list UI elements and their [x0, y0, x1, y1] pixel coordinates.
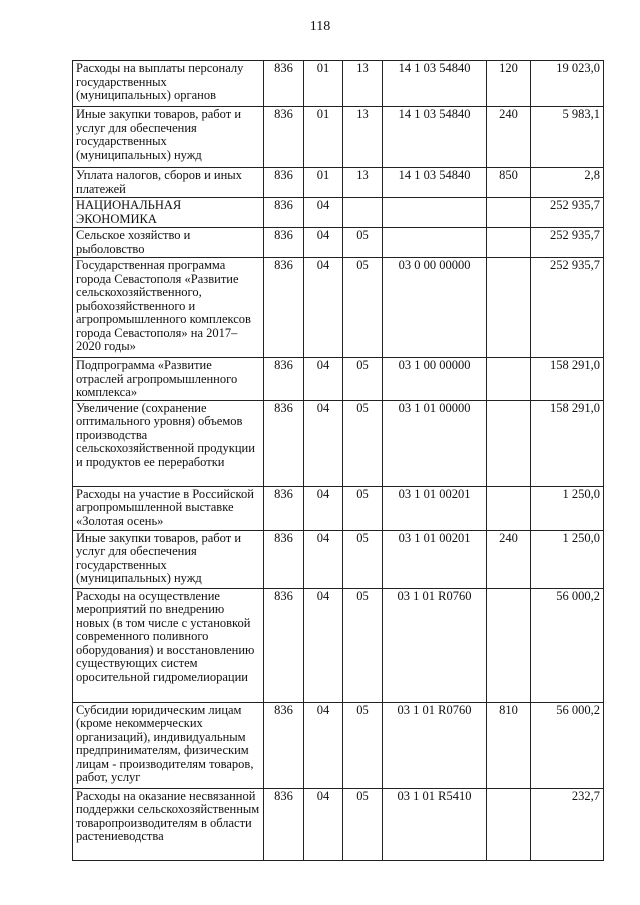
- target-article-cell: 03 1 01 R0760: [383, 588, 487, 702]
- department-code-cell: 836: [264, 400, 304, 486]
- table-row: [73, 530, 604, 588]
- expense-name-cell: Расходы на осуществление мероприятий по внедрению новых (в том числе с установкой современного поливного оборудования) и восстановлению существующих систем оросительной гидромелиорации: [73, 588, 264, 702]
- department-code-cell: 836: [264, 702, 304, 788]
- department-code-cell: 836: [264, 530, 304, 588]
- department-code-cell: 836: [264, 198, 304, 228]
- section-code-cell: 04: [304, 258, 343, 358]
- subsection-code-cell: 05: [343, 486, 383, 530]
- subsection-code-cell: 05: [343, 530, 383, 588]
- department-code-cell: 836: [264, 486, 304, 530]
- table-row: [73, 702, 604, 788]
- expense-type-cell: [487, 788, 531, 860]
- section-code-cell: 04: [304, 486, 343, 530]
- subsection-code-cell: 05: [343, 702, 383, 788]
- expense-type-cell: 240: [487, 530, 531, 588]
- table-row: [73, 788, 604, 860]
- target-article-cell: [383, 228, 487, 258]
- target-article-cell: 03 1 01 00000: [383, 400, 487, 486]
- page-number: 118: [309, 19, 331, 34]
- table-row: [73, 198, 604, 228]
- expense-name-cell: Расходы на участие в Российской агропромышленной выставке «Золотая осень»: [73, 486, 264, 530]
- expense-type-cell: 240: [487, 107, 531, 168]
- table-row: [73, 61, 604, 107]
- expense-type-cell: 850: [487, 168, 531, 198]
- section-code-cell: 04: [304, 358, 343, 401]
- section-code-cell: 01: [304, 168, 343, 198]
- table-row: [73, 107, 604, 168]
- expense-type-cell: 810: [487, 702, 531, 788]
- section-code-cell: 04: [304, 588, 343, 702]
- expense-type-cell: [487, 228, 531, 258]
- subsection-code-cell: 05: [343, 228, 383, 258]
- expense-type-cell: [487, 588, 531, 702]
- target-article-cell: 03 1 01 00201: [383, 530, 487, 588]
- subsection-code-cell: 05: [343, 400, 383, 486]
- expense-name-cell: НАЦИОНАЛЬНАЯ ЭКОНОМИКА: [73, 198, 264, 228]
- target-article-cell: 14 1 03 54840: [383, 168, 487, 198]
- amount-cell: 19 023,0: [531, 61, 604, 107]
- amount-cell: 56 000,2: [531, 588, 604, 702]
- budget-table: [72, 60, 604, 861]
- subsection-code-cell: 13: [343, 168, 383, 198]
- expense-name-cell: Уплата налогов, сборов и иных платежей: [73, 168, 264, 198]
- amount-cell: 1 250,0: [531, 486, 604, 530]
- section-code-cell: 04: [304, 702, 343, 788]
- target-article-cell: [383, 198, 487, 228]
- budget-table-body: [73, 61, 604, 861]
- section-code-cell: 04: [304, 228, 343, 258]
- expense-name-cell: Субсидии юридическим лицам (кроме некоммерческих организаций), индивидуальным предпринимателям, физическим лицам - производителям товаров, работ, услуг: [73, 702, 264, 788]
- subsection-code-cell: 05: [343, 358, 383, 401]
- amount-cell: 2,8: [531, 168, 604, 198]
- section-code-cell: 04: [304, 400, 343, 486]
- subsection-code-cell: 05: [343, 788, 383, 860]
- table-row: [73, 358, 604, 401]
- department-code-cell: 836: [264, 258, 304, 358]
- expense-name-cell: Иные закупки товаров, работ и услуг для обеспечения государственных (муниципальных) нужд: [73, 107, 264, 168]
- amount-cell: 158 291,0: [531, 358, 604, 401]
- amount-cell: 252 935,7: [531, 228, 604, 258]
- table-row: [73, 228, 604, 258]
- expense-name-cell: Государственная программа города Севастополя «Развитие сельскохозяйственного, рыбохозяйственного и агропромышленного комплексов города Севастополя» на 2017–2020 годы»: [73, 258, 264, 358]
- target-article-cell: 03 1 01 R5410: [383, 788, 487, 860]
- target-article-cell: 14 1 03 54840: [383, 107, 487, 168]
- expense-type-cell: [487, 400, 531, 486]
- department-code-cell: 836: [264, 107, 304, 168]
- department-code-cell: 836: [264, 228, 304, 258]
- amount-cell: 5 983,1: [531, 107, 604, 168]
- amount-cell: 158 291,0: [531, 400, 604, 486]
- expense-name-cell: Подпрограмма «Развитие отраслей агропромышленного комплекса»: [73, 358, 264, 401]
- expense-name-cell: Расходы на оказание несвязанной поддержки сельскохозяйственным товаропроизводителям в области растениеводства: [73, 788, 264, 860]
- section-code-cell: 01: [304, 107, 343, 168]
- amount-cell: 1 250,0: [531, 530, 604, 588]
- section-code-cell: 04: [304, 530, 343, 588]
- subsection-code-cell: 05: [343, 588, 383, 702]
- department-code-cell: 836: [264, 168, 304, 198]
- expense-type-cell: [487, 486, 531, 530]
- subsection-code-cell: 13: [343, 107, 383, 168]
- table-row: [73, 588, 604, 702]
- expense-name-cell: Сельское хозяйство и рыболовство: [73, 228, 264, 258]
- expense-name-cell: Увеличение (сохранение оптимального уровня) объемов производства сельскохозяйственной продукции и продуктов ее переработки: [73, 400, 264, 486]
- department-code-cell: 836: [264, 358, 304, 401]
- expense-name-cell: Иные закупки товаров, работ и услуг для обеспечения государственных (муниципальных) нужд: [73, 530, 264, 588]
- target-article-cell: 14 1 03 54840: [383, 61, 487, 107]
- target-article-cell: 03 0 00 00000: [383, 258, 487, 358]
- table-row: [73, 486, 604, 530]
- section-code-cell: 01: [304, 61, 343, 107]
- table-row: [73, 400, 604, 486]
- expense-type-cell: [487, 198, 531, 228]
- department-code-cell: 836: [264, 61, 304, 107]
- department-code-cell: 836: [264, 788, 304, 860]
- table-row: [73, 168, 604, 198]
- subsection-code-cell: 05: [343, 258, 383, 358]
- amount-cell: 252 935,7: [531, 198, 604, 228]
- amount-cell: 252 935,7: [531, 258, 604, 358]
- subsection-code-cell: 13: [343, 61, 383, 107]
- amount-cell: 232,7: [531, 788, 604, 860]
- expense-type-cell: [487, 258, 531, 358]
- section-code-cell: 04: [304, 788, 343, 860]
- expense-name-cell: Расходы на выплаты персоналу государственных (муниципальных) органов: [73, 61, 264, 107]
- expense-type-cell: 120: [487, 61, 531, 107]
- amount-cell: 56 000,2: [531, 702, 604, 788]
- table-row: [73, 258, 604, 358]
- subsection-code-cell: [343, 198, 383, 228]
- section-code-cell: 04: [304, 198, 343, 228]
- expense-type-cell: [487, 358, 531, 401]
- target-article-cell: 03 1 01 R0760: [383, 702, 487, 788]
- department-code-cell: 836: [264, 588, 304, 702]
- target-article-cell: 03 1 01 00201: [383, 486, 487, 530]
- target-article-cell: 03 1 00 00000: [383, 358, 487, 401]
